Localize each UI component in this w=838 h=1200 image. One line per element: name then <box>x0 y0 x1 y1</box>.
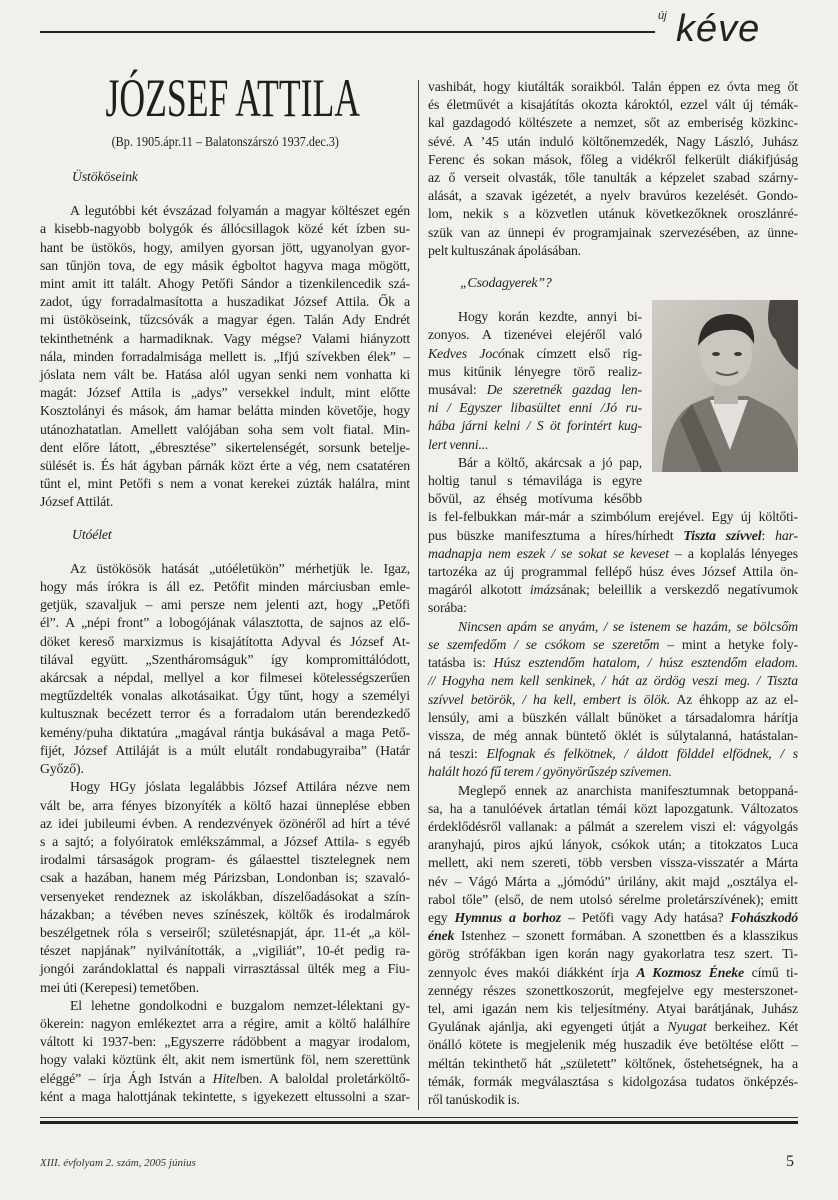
text-run: görög strófákban igen korán nagy gyakorlatra tesz szert. Ti- <box>428 946 798 962</box>
text-run: holtig tanul s témavilága is egyre <box>428 473 642 489</box>
text-run: tészet napjának” nyilvánították, a „vigiliát”, 10-ét pedig ra- <box>40 943 410 959</box>
text-line <box>40 239 410 257</box>
text-line <box>40 724 410 742</box>
text-run: Istenhez – szonett formában. A szonettben és a klasszikus <box>454 928 798 944</box>
text-line <box>428 114 798 132</box>
text-run: berkeihez. Két <box>706 1019 798 1035</box>
text-line <box>40 1051 410 1069</box>
text-run: kal gazdagodó költészete a nemzet, sőt az emberiség közkinc- <box>428 115 798 131</box>
header-rule <box>40 31 655 33</box>
text-run: A legutóbbi két évszázad folyamán a magyar költészet egén <box>70 203 410 219</box>
text-run: Hogy HGy jóslata legalábbis József Attilára nézve nem <box>70 779 410 795</box>
text-run: tatásba is: <box>428 655 494 671</box>
text-line <box>428 151 798 169</box>
text-run: ökerein: nagyon emlékeztet arra a régire, amit a költő halálhíre <box>40 1015 410 1031</box>
bold-italic-title: Hymnus a borhoz <box>454 909 562 925</box>
text-run: vissza, de még annak büntető öklét is súlytalanná, hatástalan- <box>428 727 798 743</box>
text-run: vashibát, hogy kiutálták soraikból. Talán éppen ez óvta meg őt <box>428 79 798 94</box>
text-line <box>428 782 798 800</box>
text-line <box>428 308 642 326</box>
text-line <box>40 202 410 220</box>
text-run: zennyolc éves makói diákként írja <box>428 964 637 980</box>
text-line <box>40 669 410 687</box>
text-line <box>428 1036 798 1054</box>
text-line <box>40 979 410 997</box>
article-subtitle-text: (Bp. 1905.ápr.11 – Balatonszárszó 1937.dec.3) <box>111 134 339 149</box>
text-line <box>428 909 798 927</box>
text-run: mi üstököseink, tűzcsóvák a magyar égen. Talán Ady Endrét <box>40 312 410 328</box>
text-run: sévé. A ’45 után induló költőnemzedék, Nagy László, Juhász <box>428 133 798 149</box>
text-line <box>40 1070 410 1088</box>
text-line <box>40 778 410 796</box>
text-run: váltott ki 1937-ben: „Egyszerre rádöbbent a magyar irodalom, <box>40 1034 410 1050</box>
text-run: Kosztolányi és mások, ám hamar belátta minden követője, hogy <box>40 403 410 419</box>
text-run: dent előre látott, „ébresztése” sikertelenségét, sorsunk betelje- <box>40 439 410 455</box>
text-run: Hogy korán kezdte, annyi bi- <box>458 309 642 325</box>
text-run: az ő verseit olvasták, tőle tanulták a képzelet szabad szárny- <box>428 170 798 186</box>
text-line <box>428 96 798 114</box>
text-line <box>428 1018 798 1036</box>
text-line <box>40 578 410 596</box>
text-line <box>428 527 798 545</box>
right-column <box>428 78 798 1109</box>
text-line <box>428 599 798 617</box>
text-run: aranyhajú, piros ajkú lányok, csókok után; a titokzatos Luca <box>428 837 798 853</box>
text-run: és életművét a kisajátítás okozta károktól, ezzel vált új témák- <box>428 97 798 113</box>
text-line <box>40 960 410 978</box>
bold-italic-title: Tiszta szívvel <box>683 527 762 543</box>
text-run: rabol tőle” (első, de nem utolsó sérelme proletárszívének); emitt <box>428 891 798 907</box>
text-run: ként a maga halottjának tekintette, s igyekezett eltussolni a szar- <box>40 1088 410 1104</box>
text-line <box>428 709 798 727</box>
text-line <box>428 205 798 223</box>
portrait-image <box>652 300 798 472</box>
text-run: hogy más írókra is áll ez. Petőfit minden márciusban emle- <box>40 579 410 595</box>
text-line <box>40 275 410 293</box>
text-line <box>428 224 798 242</box>
text-line <box>40 869 410 887</box>
text-run: sorába: <box>428 600 467 616</box>
text-line <box>428 563 798 581</box>
text-line <box>428 836 798 854</box>
text-run: Meglepő ennek az anarchista manifesztumnak betoppaná- <box>458 782 798 798</box>
paragraph <box>40 997 410 1106</box>
text-line <box>40 293 410 311</box>
text-line <box>40 614 410 632</box>
text-line <box>40 705 410 723</box>
italic-text: Kedves Jocó <box>428 345 505 361</box>
column-divider <box>418 80 419 1110</box>
text-run: – a koplalás lényeges <box>668 545 798 561</box>
text-line <box>40 760 410 778</box>
paragraph <box>428 618 798 782</box>
text-line <box>40 439 410 457</box>
footer-rule-thin <box>40 1117 798 1118</box>
text-run: magát: József Attila is „adys” versekkel indult, mint előtte <box>40 385 410 401</box>
paragraph <box>428 508 798 617</box>
text-run: kemény/puha diktatúra „magával rántja bukásával a maga Pető- <box>40 724 410 740</box>
text-run: beszélgetnek róla s verseiről; születésnapját, ápr. 11-ét „a köl- <box>40 924 410 940</box>
text-run: az idei jubileumi évben. A rendezvények özönéről ad hírt a tévé <box>40 815 410 831</box>
text-line <box>428 545 798 563</box>
text-run: él”. A „népi front” a lobogójának választotta, de sajnos az elő- <box>40 615 410 631</box>
text-run: jongói zarándoklattal és nappali virrasztással ülték meg a Fiu- <box>40 961 410 977</box>
text-line <box>428 1091 798 1109</box>
text-run: mus kitűnik lényegre törő realiz- <box>428 363 642 379</box>
text-line <box>428 169 798 187</box>
text-line <box>40 815 410 833</box>
text-line <box>40 220 410 238</box>
text-run: méltán tekinthető hát „született” költőnek, őstehetségnek, ha a <box>428 1055 798 1071</box>
text-run: jóslata nem vált be. Hatása alól ugyan senki nem vonhatta ki <box>40 367 410 383</box>
italic-text: Nyugat <box>667 1019 707 1035</box>
text-run: név – Vágó Márta a „jómódú” úrilány, akit majd „osztálya el- <box>428 873 798 889</box>
text-line <box>428 818 798 836</box>
italic-text: Húsz esztendőm hatalom, / húsz esztendőm eladom. <box>493 655 798 671</box>
text-run: tekinthetnénk a harmadiknak. Vagy mégse? Valami hiányzott <box>40 330 410 346</box>
text-run: pus büszke manifesztuma a híres/hírhedt <box>428 527 684 543</box>
logo-main-text: kéve <box>676 8 761 50</box>
text-line <box>40 457 410 475</box>
text-run: Az éhkopp az az el- <box>670 691 799 707</box>
text-run: versenyeket rendeznek az iskolákban, díszelőadásokat a szín- <box>40 888 410 904</box>
text-line <box>428 691 798 709</box>
article-title <box>40 70 410 126</box>
text-run: lom, nekik s a közvetlen utánuk következőknek oroszlánré- <box>428 206 798 222</box>
text-run: házakban; a tévében neves színészek, költők és irodalmárok <box>40 906 410 922</box>
italic-text: halált hozó fű terem / gyönyörűszép szívemen. <box>428 764 672 780</box>
text-run: ának; beleillik a verskezdő negatívumok <box>560 582 798 598</box>
text-line <box>428 436 642 454</box>
text-run: ről tanúskodik is. <box>428 1091 520 1107</box>
text-line <box>40 1033 410 1051</box>
text-run: irodalmi társaságok program- és gálaesttel tisztelegnek nem <box>40 852 410 868</box>
text-line <box>40 257 410 275</box>
text-line <box>428 1073 798 1091</box>
text-run: mellett, aki nem szereti, több versben vissza-visszatér a Márta <box>428 855 798 871</box>
text-line <box>40 924 410 942</box>
text-run: zadot, úgy forradalmasította a huszadikat József Attila. Ők a <box>40 294 410 310</box>
italic-text: De szeretnék gazdag len- <box>486 382 643 398</box>
text-line <box>428 854 798 872</box>
text-run: Bár a költő, akárcsak a jó pap, <box>458 454 642 470</box>
text-line <box>428 727 798 745</box>
text-run: bővül, az éhség motívuma később <box>428 491 642 507</box>
text-line <box>428 927 798 945</box>
text-line <box>40 633 410 651</box>
text-run: tűnt el, mint Petőfi s nem a vonat kerekei zúzták halálra, mint <box>40 476 410 492</box>
text-line <box>428 399 642 417</box>
text-run: s a sajtó; a folyóiratok emlékszámmal, a József Attila- s egyéb <box>40 833 410 849</box>
text-run: zonyos. A tizenévei elejéről való <box>428 327 642 343</box>
text-run: eléggé” – írja Ágh István a <box>40 1070 213 1086</box>
text-line <box>40 797 410 815</box>
text-line <box>40 742 410 760</box>
text-run: pelt kultuszának ápolásában. <box>428 242 582 258</box>
footer-rule-thick <box>40 1121 798 1124</box>
text-run: egy <box>428 909 455 925</box>
text-run: Győző). <box>40 761 84 777</box>
italic-text: Hitel <box>212 1070 240 1086</box>
text-line <box>428 800 798 818</box>
text-run: Az üstökösök hatását „utóéletükön” mérhetjük le. Igaz, <box>70 560 410 576</box>
text-run: fijét, József Attiláját is a múlt elutált rondabugyraiba” (Határ <box>40 742 410 758</box>
text-run: ben. A baloldal proletárköltő- <box>239 1070 410 1086</box>
text-line <box>40 888 410 906</box>
text-run: ná teszi: <box>428 746 487 762</box>
text-line <box>40 1088 410 1106</box>
text-line <box>40 851 410 869</box>
text-line <box>428 490 642 508</box>
text-line <box>428 672 798 690</box>
text-run: hant be üstökös, hogy, amilyen gyorsan jött, ugyanolyan gyor- <box>40 239 410 255</box>
text-line <box>428 1055 798 1073</box>
text-run: is fel-felbukkan már-már a szimbólum erejével. Egy új költőti- <box>428 509 798 525</box>
text-line <box>428 508 798 526</box>
magazine-logo <box>658 4 808 52</box>
text-line <box>40 421 410 439</box>
text-run: mint amit itt talált. Ahogy Petőfi Sándor a tizenkilencedik szá- <box>40 276 410 292</box>
text-line <box>40 402 410 420</box>
bold-italic-title: A Kozmosz Éneke <box>636 964 744 980</box>
text-run: El lehetne gondolkodni e buzgalom nemzet-lélektani gy- <box>70 997 410 1013</box>
section-heading: „Csodagyerek”? <box>460 275 552 291</box>
logo-small-text: új <box>658 10 667 22</box>
text-line <box>428 654 798 672</box>
text-line <box>428 636 798 654</box>
text-line <box>40 475 410 493</box>
italic-text: imázs <box>529 582 561 598</box>
text-line <box>40 330 410 348</box>
text-line <box>428 187 798 205</box>
paragraph <box>40 778 410 996</box>
text-run: József Attilát. <box>40 494 114 510</box>
italic-text: se szemfedőm / se csókom se szeretőm <box>428 636 660 652</box>
text-run: szük van az ünnepi év programjainak szervezésében, az ünne- <box>428 224 798 240</box>
text-run: : <box>761 527 776 543</box>
issue-info: XIII. évfolyam 2. szám, 2005 június <box>40 1157 196 1169</box>
text-run: akárcsak a népdal, mellyel a kor filmesei kötelességszerűen <box>40 670 410 686</box>
article-title-text: JÓZSEF ATTILA <box>105 68 360 128</box>
text-line <box>40 596 410 614</box>
paragraph <box>428 782 798 1110</box>
text-line <box>428 345 642 363</box>
text-line <box>428 381 642 399</box>
text-line <box>428 763 798 781</box>
text-run: alását, a szavak igézetét, a nyelv bravúros kezelését. Gondo- <box>428 188 798 204</box>
text-run: vált be, arra fényes bizonyíték a költő hazai ünneplése ebben <box>40 797 410 813</box>
text-line <box>428 454 642 472</box>
article-subtitle <box>40 134 410 150</box>
left-column <box>40 168 410 1106</box>
text-run: csak a hazában, hanem még Párizsban, Londonban is; szavaló- <box>40 870 410 886</box>
italic-text: madnapja nem eszek / se sokat se keveset <box>428 545 669 561</box>
text-run: Gyulának ajánlja, aki egyengeti útját a <box>428 1019 668 1035</box>
text-line <box>428 964 798 982</box>
text-line <box>428 581 798 599</box>
paragraph <box>40 560 410 778</box>
text-run: témák, formák megválasztása s kidolgozása tudatos önképzés- <box>428 1073 798 1089</box>
text-line <box>428 363 642 381</box>
text-run: tel, ami igazán nem kis teljesítmény. Atyai barátjának, Juhász <box>428 1000 798 1016</box>
text-run: zennégy részes szonettkoszorút, megfejelve egy mesterszonet- <box>428 982 798 998</box>
text-run: önálló kötete is megjelenik még huszadik éve betöltése előtt – <box>428 1037 798 1053</box>
text-line <box>40 997 410 1015</box>
text-line <box>428 133 798 151</box>
text-line <box>428 78 798 96</box>
text-line <box>428 242 798 260</box>
text-run: döket kereső marxizmus is kisajátította Adyval és József At- <box>40 633 410 649</box>
text-line <box>428 472 642 490</box>
italic-text: ni / Egyszer libasültet enni /Jó ru- <box>428 400 642 416</box>
text-line <box>40 942 410 960</box>
text-run: lensúly, ami a büszkén vállalt bűnöket a társadalomra hárítja <box>428 709 798 725</box>
text-run: sülését is. És hát ágyban párnák közt érte a vég, nem csatatéren <box>40 458 410 474</box>
text-line <box>40 366 410 384</box>
text-run: című ti- <box>743 964 799 980</box>
text-run: getjük, szavaljuk – ami persze nem jelenti azt, hogy „Petőfi <box>40 597 410 613</box>
text-run: érdeklődésről vallanak: a pálmát a szerelem viszi el: vágyolgás <box>428 818 798 834</box>
text-line <box>40 311 410 329</box>
paragraph <box>40 202 410 511</box>
text-line <box>40 348 410 366</box>
text-line <box>40 833 410 851</box>
portrait-photo <box>652 300 798 472</box>
text-run: – mint a hetyke foly- <box>659 636 798 652</box>
text-run: a kisebb-nagyobb bolygók és állócsillagok közé két ízben su- <box>40 221 410 237</box>
text-line <box>40 493 410 511</box>
text-run: hogy valaki köztünk élt, akit nem ismertünk föl, nem szerettünk <box>40 1052 410 1068</box>
italic-text: har- <box>775 527 798 543</box>
text-run: Ferenc és sokan mások, főleg a vidékről felkerült diákifjúság <box>428 151 798 167</box>
text-run: utánozhatatlan. Amellett valójában soha sem volt fiatal. Min- <box>40 421 410 437</box>
text-line <box>428 891 798 909</box>
text-line <box>428 745 798 763</box>
text-run: san tűnjön tova, de egy másik égboltot hagyva maga mögött, <box>40 257 410 273</box>
text-line <box>428 982 798 1000</box>
italic-text: Elfognak és felkötnek, / áldott földdel elfödnek, / s <box>486 746 798 762</box>
text-line <box>428 873 798 891</box>
text-line <box>428 618 798 636</box>
text-line <box>40 560 410 578</box>
bold-italic-title: Fohászkodó <box>730 909 798 925</box>
text-run: sa, ha a tanulóévek ártatlan témái közt lapozgatunk. Változatos <box>428 800 798 816</box>
text-line <box>428 1000 798 1018</box>
italic-text: szívvel betörök, / ha kell, embert is ölök. <box>428 691 671 707</box>
text-line <box>428 945 798 963</box>
text-run: nála, minden forradalmisága mellett is. „Ifjú szívekben élek” – <box>40 348 410 364</box>
text-line <box>40 906 410 924</box>
text-run: – Petőfi vagy Ady hatása? <box>561 909 731 925</box>
page-number: 5 <box>786 1153 794 1170</box>
text-run: musával: <box>428 382 487 398</box>
italic-text: hába járni kelni / S öt forintért kug- <box>428 418 642 434</box>
bold-italic-title: ének <box>428 928 455 944</box>
italic-text: lert venni... <box>428 436 489 452</box>
text-run: kultusznak becézett terror és a forradalom után berendezkedő <box>40 706 410 722</box>
section-heading: Üstököseink <box>72 169 138 184</box>
text-run: nak címzett első rig- <box>504 345 642 361</box>
italic-text: // Hogyha nem kell senkinek, / hát az ördög veszi meg. / Tiszta <box>428 673 798 689</box>
italic-text: Nincsen apám se anyám, / se istenem se hazám, se bölcsőm <box>458 618 798 634</box>
text-line <box>40 1015 410 1033</box>
text-run: magáról alkotott <box>428 582 530 598</box>
text-line <box>40 384 410 402</box>
text-run: tilával együtt. „Szentháromságuk” így kompromittálódott, <box>40 651 410 667</box>
text-run: mei úti (Kerepesi) temetőben. <box>40 979 199 995</box>
text-line <box>428 417 642 435</box>
text-line <box>40 651 410 669</box>
text-run: tartozéka az új programmal fellépő húsz éves József Attila ön- <box>428 564 798 580</box>
text-line <box>428 326 642 344</box>
text-run: megtűzdelték vonalas alkotásaikat. Úgy tűnt, hogy a személyi <box>40 688 410 704</box>
paragraph <box>428 78 798 260</box>
section-heading: Utóélet <box>72 526 112 542</box>
text-line <box>40 687 410 705</box>
